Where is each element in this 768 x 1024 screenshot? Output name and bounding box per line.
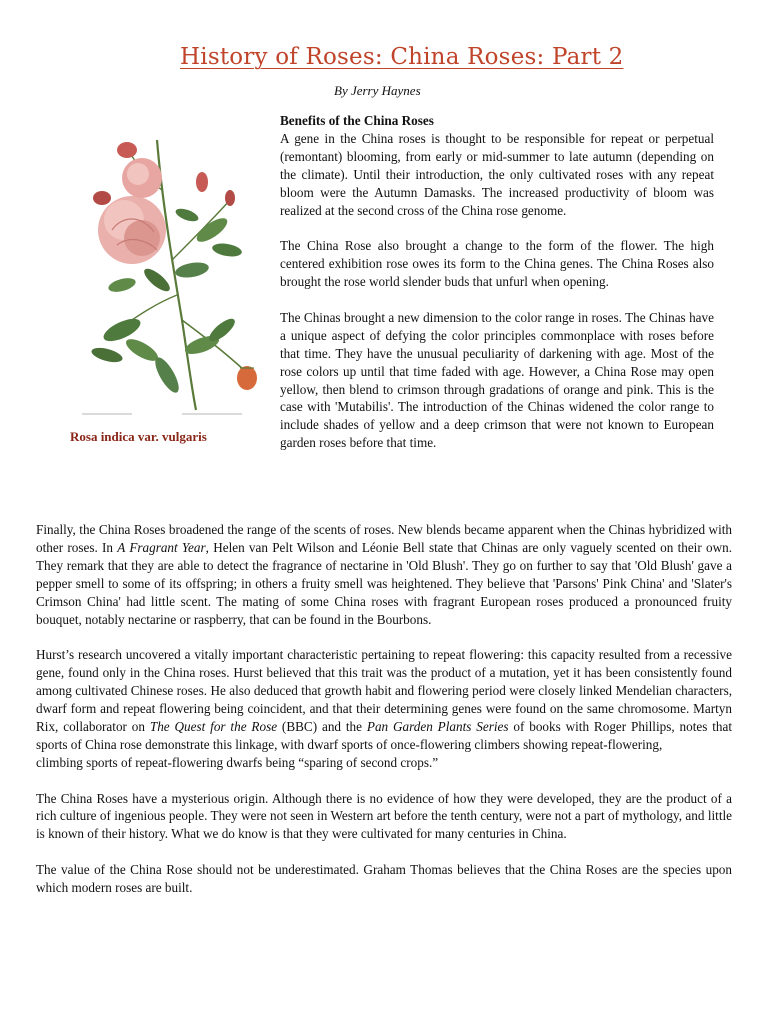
- paragraph-flower-form: The China Rose also brought a change to the form of the flower. The high centered exhibition rose owes its form to the China genes. The China Roses also brought the rose world slender buds that unfurl when opening.: [280, 238, 714, 290]
- text-run: Hurst’s research uncovered a vitally important characteristic pertaining to repeat flowering: this capacity resulted from a recessive gene, found only in the China roses. Hurst believed that this trait was the product of a mutation, yet it has been consistently found among cultivated Chinese roses. He also deduced that growth habit and flowering period were closely linked Mendelian characters, dwarf form and repeat flowering being coincident, and that their determining genes were found on the same chromosome. Martyn Rix, collaborator on: [36, 647, 732, 734]
- body-text: [36, 521, 732, 915]
- rose-drawing: [62, 120, 270, 420]
- paragraph-value: The value of the China Rose should not be underestimated. Graham Thomas believes that the China Roses are the species upon which modern roses are built.: [36, 862, 732, 896]
- text-run: Finally, the China Roses broadened the range of the scents of roses. New blends became apparent when the Chinas hybridized with other roses. In: [36, 522, 732, 555]
- rose-illustration: [62, 120, 270, 450]
- book-title: A Fragrant Year: [117, 539, 206, 555]
- book-title: The Quest for the Rose: [149, 718, 278, 734]
- text-run: , Helen van Pelt Wilson and Léonie Bell state that Chinas are only vaguely scented on their own. They remark that they are able to detect the fragrance of nectarine in 'Old Blush'. They go on further to say that 'Old Blush' gave a pepper smell to some of its offspring; in others a fruity smell was heightened. They believe that 'Parsons' Pink China' and 'Slater's Crimson China' had little scent. The mating of some China roses with fragrant European roses produced a pronounced fruity bouquet, notably nectarine or raspberry, that can be found in the Bourbons.: [36, 539, 732, 627]
- benefits-section: [280, 112, 714, 470]
- byline: By Jerry Haynes: [334, 83, 421, 98]
- page-title: History of Roses: China Roses: Part 2: [180, 44, 624, 70]
- paragraph-origin: The China Roses have a mysterious origin. Although there is no evidence of how they were developed, they are the product of a rich culture of ingenious people. They were not seen in Western art before the tenth century, were not a part of mythology, and little is known of their history. What we do know is that they were cultivated for many centuries in China.: [36, 790, 732, 842]
- text-run: (BBC) and the: [277, 718, 367, 734]
- paragraph-repeat-bloom: A gene in the China roses is thought to be responsible for repeat or perpetual (remontant) blooming, from early or mid-summer to late autumn (depending on the climate). Until their introduction, the only cultivated roses with any repeat bloom were the Autumn Damasks. The increased productivity of bloom was realized at the second cross of the China rose genome.: [280, 130, 714, 218]
- paragraph-hurst-research: [36, 646, 732, 771]
- text-run: of books with Roger Phillips, notes that sports of China rose demonstrate this linkage, with dwarf sports of once-flowering climbers showing repeat-flowering,: [36, 718, 733, 752]
- section-heading: Benefits of the China Roses: [280, 113, 434, 128]
- paragraph-scents: [36, 521, 732, 628]
- paragraph-color-range: The Chinas brought a new dimension to the color range in roses. The Chinas have a unique aspect of defying the color principles commonplace with roses before that time. They have the unusual peculiarity of darkening with age. Most of the rose colors up until that time faded with age. However, a China Rose may open yellow, then blend to crimson through gradations of orange and pink. This is the case with 'Mutabilis'. The introduction of the Chinas widened the color range to include shades of yellow and a deep crimson that were not known to European garden roses before that time.: [280, 309, 714, 451]
- text-run: climbing sports of repeat-flowering dwarfs being “sparing of second crops.”: [36, 754, 439, 770]
- figure-caption: Rosa indica var. vulgaris: [70, 429, 207, 444]
- book-title: Pan Garden Plants Series: [366, 718, 509, 734]
